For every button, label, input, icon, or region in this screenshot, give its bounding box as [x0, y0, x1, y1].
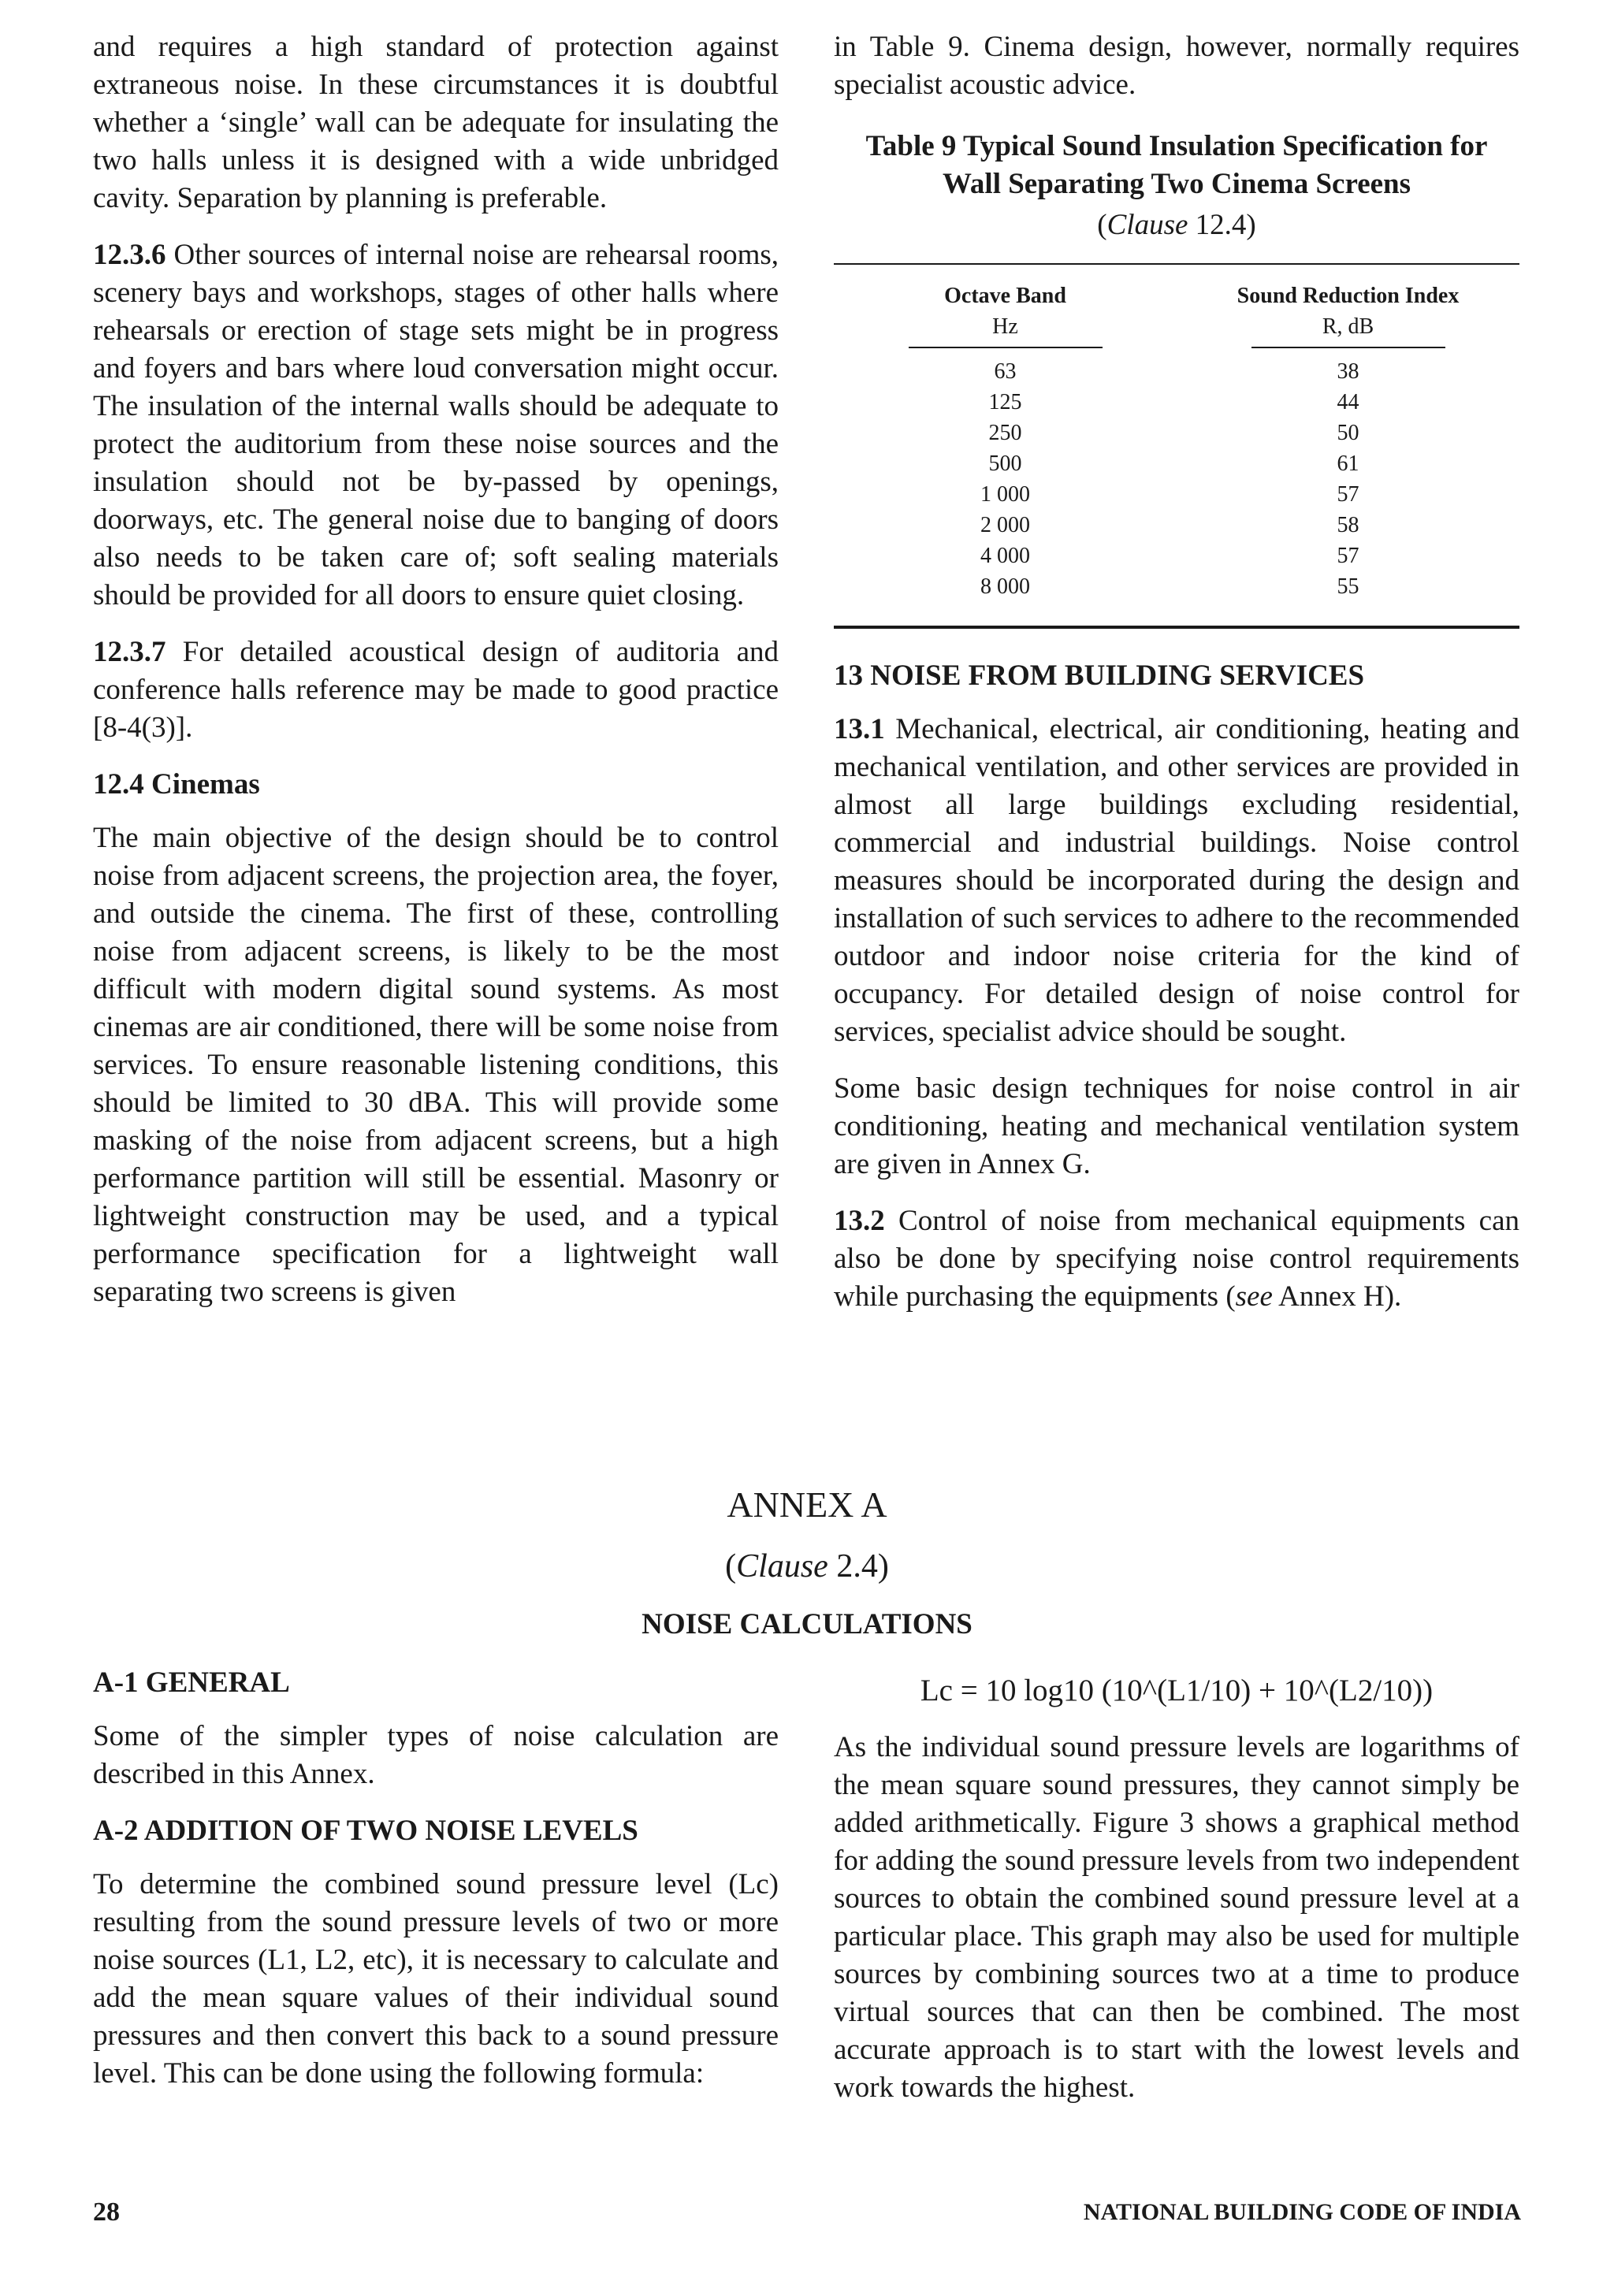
see-word: see: [1235, 1280, 1273, 1313]
cell-sound-reduction: 57: [1337, 544, 1359, 568]
annex-title: ANNEX A: [727, 1484, 887, 1525]
section-heading-cinemas: 12.4 Cinemas: [93, 768, 260, 801]
sound-insulation-table: [834, 263, 1519, 629]
table-row: [834, 510, 1519, 541]
column-unit-r-db: [1177, 311, 1519, 356]
paragraph-text: Other sources of internal noise are rehearsal rooms, scenery bays and workshops, stages of other halls where rehearsals or erection of stage sets might be in progress and foyers and bars where loud conversation might occur. The insulation of the internal walls should be adequate to protect the auditorium from these noise sources and the insulation should not be by-passed by openings, doorways, etc. The general noise due to banging of doors also needs to be taken care of; soft sealing materials should be provided for all doors to ensure quiet closing.: [93, 239, 779, 611]
cell-octave-band: 1 000: [980, 482, 1030, 507]
column-unit-hz: [834, 311, 1177, 356]
paragraph-12-3-6: [93, 236, 779, 615]
cell-octave-band: 125: [988, 390, 1022, 414]
paragraph-continuation: in Table 9. Cinema design, however, normally requires specialist acoustic advice.: [834, 31, 1519, 101]
cell-sound-reduction: 58: [1337, 513, 1359, 537]
paragraph-text: Control of noise from mechanical equipments can also be done by specifying noise control requirements while purchasing the equipments (: [834, 1205, 1519, 1313]
table-row: [834, 541, 1519, 571]
paragraph-13-2: [834, 1202, 1519, 1316]
table-row: [834, 479, 1519, 510]
cell-octave-band: 8 000: [834, 571, 1177, 627]
cell-octave-band: 4 000: [980, 544, 1030, 568]
cell-sound-reduction: 38: [1337, 359, 1359, 384]
cell-sound-reduction: 57: [1337, 482, 1359, 507]
cell-sound-reduction: 44: [1337, 390, 1359, 414]
cell-sound-reduction: 55: [1177, 571, 1519, 627]
clause-word: Clause: [736, 1548, 828, 1585]
paragraph-text: For detailed acoustical design of auditoria and conference halls reference may be made to good practice [8-4(3)].: [93, 636, 779, 744]
paragraph-end: Annex H).: [1272, 1280, 1402, 1313]
column-header-octave-band: Octave Band: [834, 264, 1177, 311]
table-clause: (Clause 12.4): [1097, 209, 1256, 241]
cell-octave-band: 500: [988, 451, 1022, 476]
cell-sound-reduction: 61: [1337, 451, 1359, 476]
paragraph-annex-g: Some basic design techniques for noise control in air conditioning, heating and mechanical ventilation system are given in Annex G.: [834, 1072, 1519, 1180]
table-row: [834, 448, 1519, 479]
paragraph-continuation: and requires a high standard of protection against extraneous noise. In these circumstances it is doubtful whether a ‘single’ wall can be adequate for insulating the two halls unless it is designed with a wide unbridged cavity. Separation by planning is preferable.: [93, 31, 779, 214]
unit-label: [1251, 311, 1445, 348]
section-heading-13: 13 NOISE FROM BUILDING SERVICES: [834, 659, 1365, 692]
heading-a1-general: A-1 GENERAL: [93, 1666, 290, 1699]
clause-word: Clause: [1106, 209, 1188, 241]
right-column-lower: [834, 1664, 1519, 2107]
column-header-sound-reduction-index: Sound Reduction Index: [1177, 264, 1519, 311]
clause-number: 12.3.7: [93, 636, 166, 668]
annex-clause: (Clause 2.4): [725, 1548, 889, 1585]
cell-sound-reduction: 50: [1337, 421, 1359, 445]
cell-octave-band: 2 000: [980, 513, 1030, 537]
clause-number: 12.4: [1195, 209, 1247, 241]
page-number: 28: [93, 2198, 120, 2227]
clause-number: 2.4: [836, 1548, 878, 1585]
annex-subtitle: NOISE CALCULATIONS: [642, 1608, 972, 1640]
left-column-upper: [93, 28, 779, 1311]
paragraph-13-1: [834, 711, 1519, 1051]
table-row: [834, 571, 1519, 627]
unit-label: Hz: [909, 311, 1103, 348]
unit-label-text: R, dB: [1322, 314, 1374, 339]
paragraph-text: Mechanical, electrical, air conditioning, heating and mechanical ventilation, and other services are provided in almost all large buildings excluding residential, commercial and industrial buildings. Noise control measures should be incorporated during the design and installation of such services to adhere to the recommended outdoor and indoor noise criteria for the kind of occupancy. For detailed design of noise control for services, specialist advice should be sought.: [834, 713, 1520, 1048]
table-body: [834, 356, 1519, 627]
clause-number: 13.1: [834, 713, 885, 745]
paragraph-12-3-7: [93, 633, 779, 747]
publication-name: NATIONAL BUILDING CODE OF INDIA: [1083, 2199, 1521, 2225]
combined-level-formula: [834, 1672, 1519, 1710]
right-column-upper: [834, 28, 1519, 1316]
heading-a2-addition: A-2 ADDITION OF TWO NOISE LEVELS: [93, 1815, 638, 1847]
paragraph-a1: Some of the simpler types of noise calculation are described in this Annex.: [93, 1720, 779, 1790]
table-row: [834, 387, 1519, 418]
cell-octave-band: 63: [994, 359, 1017, 384]
clause-number: 13.2: [834, 1205, 885, 1237]
paragraph-cinemas: The main objective of the design should be to control noise from adjacent screens, the projection area, the foyer, and outside the cinema. The first of these, controlling noise from adjacent screens, is likely to be the most difficult with modern digital sound systems. As most cinemas are air conditioned, there will be some noise from services. To ensure reasonable listening conditions, this should be limited to 30 dBA. This will provide some masking of the noise from adjacent screens, but a high performance partition will still be essential. Masonry or lightweight construction may be used, and a typical performance specification for a lightweight wall separating two screens is given: [93, 822, 779, 1308]
table-title: Table 9 Typical Sound Insulation Specification for Wall Separating Two Cinema Screens: [865, 130, 1488, 200]
left-column-lower: [93, 1664, 779, 2093]
table-row: [834, 356, 1519, 387]
cell-octave-band: 250: [988, 421, 1022, 445]
formula-text: Lc = 10 log10 (10^(L1/10) + 10^(L2/10)): [920, 1674, 1434, 1707]
paragraph-logarithms: As the individual sound pressure levels are logarithms of the mean square sound pressures, they cannot simply be added arithmetically. Figure 3 shows a graphical method for adding the sound pressure levels from two independent sources to obtain the combined sound pressure level at a particular place. This graph may also be used for multiple sources by combining sources two at a time to produce virtual sources that can then be combined. The most accurate approach is to start with the lowest levels and work towards the highest.: [834, 1731, 1519, 2104]
clause-number: 12.3.6: [93, 239, 166, 271]
table-row: [834, 418, 1519, 448]
paragraph-a2: To determine the combined sound pressure level (Lc) resulting from the sound pressure levels of two or more noise sources (L1, L2, etc), it is necessary to calculate and add the mean square values of their individual sound pressures and then convert this back to a sound pressure level. This can be done using the following formula:: [93, 1868, 779, 2090]
